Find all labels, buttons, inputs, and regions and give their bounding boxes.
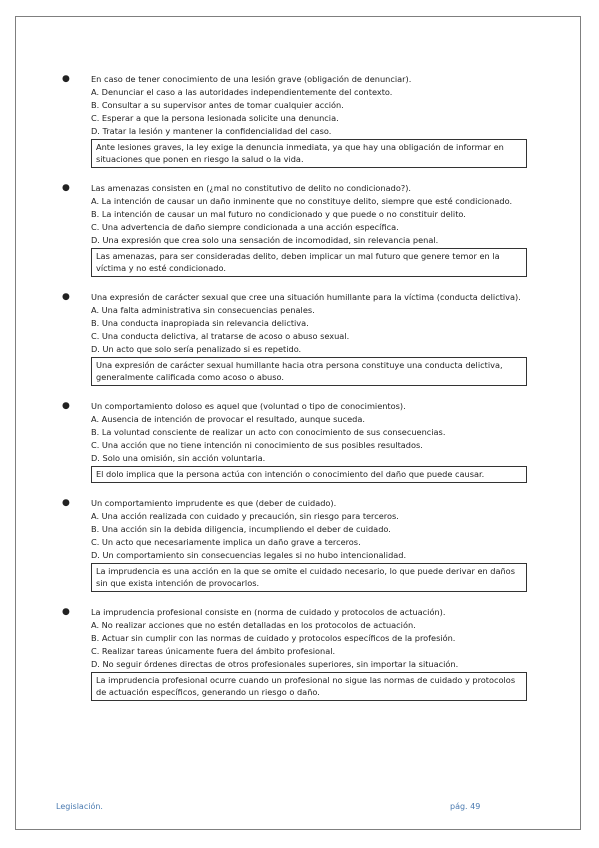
footer-title: Legislación.	[56, 802, 103, 811]
option-b: B. Actuar sin cumplir con las normas de cuidado y protocolos específicos de la profesión.	[91, 633, 456, 643]
option-a: A. Denunciar el caso a las autoridades independientemente del contexto.	[91, 87, 393, 97]
option-a: A. Una acción realizada con cuidado y precaución, sin riesgo para terceros.	[91, 511, 399, 521]
answer-box: Las amenazas, para ser consideradas delito, deben implicar un mal futuro que genere temor en la víctima y no esté condicionado.	[91, 248, 527, 277]
bullet-icon: ●	[62, 607, 70, 617]
page-number: pág. 49	[450, 802, 481, 811]
question-item	[62, 73, 540, 168]
question-text: En caso de tener conocimiento de una lesión grave (obligación de denunciar).	[91, 74, 412, 84]
option-b: B. Una acción sin la debida diligencia, incumpliendo el deber de cuidado.	[91, 524, 391, 534]
question-item	[62, 291, 540, 386]
bullet-icon: ●	[62, 401, 70, 411]
option-d: D. Un comportamiento sin consecuencias legales si no hubo intencionalidad.	[91, 550, 407, 560]
option-d: D. Un acto que solo sería penalizado si es repetido.	[91, 344, 302, 354]
bullet-icon: ●	[62, 183, 70, 193]
answer-box: El dolo implica que la persona actúa con intención o conocimiento del daño que puede causar.	[91, 466, 527, 483]
option-b: B. Una conducta inapropiada sin relevancia delictiva.	[91, 318, 309, 328]
option-c: C. Una conducta delictiva, al tratarse de acoso o abuso sexual.	[91, 331, 350, 341]
answer-box: Ante lesiones graves, la ley exige la denuncia inmediata, ya que hay una obligación de informar en situaciones que ponen en riesgo la salud o la vida.	[91, 139, 527, 168]
bullet-icon: ●	[62, 74, 70, 84]
option-a: A. No realizar acciones que no estén detalladas en los protocolos de actuación.	[91, 620, 416, 630]
option-d: D. No seguir órdenes directas de otros profesionales superiores, sin importar la situación.	[91, 659, 459, 669]
option-d: D. Una expresión que crea solo una sensación de incomodidad, sin relevancia penal.	[91, 235, 439, 245]
question-text: La imprudencia profesional consiste en (norma de cuidado y protocolos de actuación).	[91, 607, 446, 617]
option-b: B. Consultar a su supervisor antes de tomar cualquier acción.	[91, 100, 344, 110]
option-d: D. Solo una omisión, sin acción voluntaria.	[91, 453, 266, 463]
option-a: A. La intención de causar un daño inminente que no constituye delito, siempre que esté condicionado.	[91, 196, 513, 206]
option-a: A. Una falta administrativa sin consecuencias penales.	[91, 305, 315, 315]
question-item	[62, 497, 540, 592]
option-c: C. Una acción que no tiene intención ni conocimiento de sus posibles resultados.	[91, 440, 423, 450]
bullet-icon: ●	[62, 292, 70, 302]
answer-box: La imprudencia profesional ocurre cuando un profesional no sigue las normas de cuidado y protocolos de actuación específicos, generando un riesgo o daño.	[91, 672, 527, 701]
option-a: A. Ausencia de intención de provocar el resultado, aunque suceda.	[91, 414, 365, 424]
option-c: C. Realizar tareas únicamente fuera del ámbito profesional.	[91, 646, 336, 656]
bullet-icon: ●	[62, 498, 70, 508]
option-c: C. Una advertencia de daño siempre condicionada a una acción específica.	[91, 222, 399, 232]
question-item	[62, 606, 540, 701]
question-text: Las amenazas consisten en (¿mal no constitutivo de delito no condicionado?).	[91, 183, 412, 193]
option-b: B. La voluntad consciente de realizar un acto con conocimiento de sus consecuencias.	[91, 427, 446, 437]
question-item	[62, 400, 540, 483]
answer-box: La imprudencia es una acción en la que se omite el cuidado necesario, lo que puede derivar en daños sin que exista intención de provocarlos.	[91, 563, 527, 592]
question-list	[62, 73, 540, 715]
option-c: C. Un acto que necesariamente implica un daño grave a terceros.	[91, 537, 361, 547]
option-b: B. La intención de causar un mal futuro no condicionado y que puede o no constituir delito.	[91, 209, 466, 219]
option-c: C. Esperar a que la persona lesionada solicite una denuncia.	[91, 113, 339, 123]
question-item	[62, 182, 540, 277]
option-d: D. Tratar la lesión y mantener la confidencialidad del caso.	[91, 126, 332, 136]
question-text: Un comportamiento doloso es aquel que (voluntad o tipo de conocimientos).	[91, 401, 406, 411]
question-text: Una expresión de carácter sexual que cree una situación humillante para la víctima (conducta delictiva).	[91, 292, 521, 302]
question-text: Un comportamiento imprudente es que (deber de cuidado).	[91, 498, 337, 508]
answer-box: Una expresión de carácter sexual humillante hacia otra persona constituye una conducta delictiva, generalmente calificada como acoso o abuso.	[91, 357, 527, 386]
